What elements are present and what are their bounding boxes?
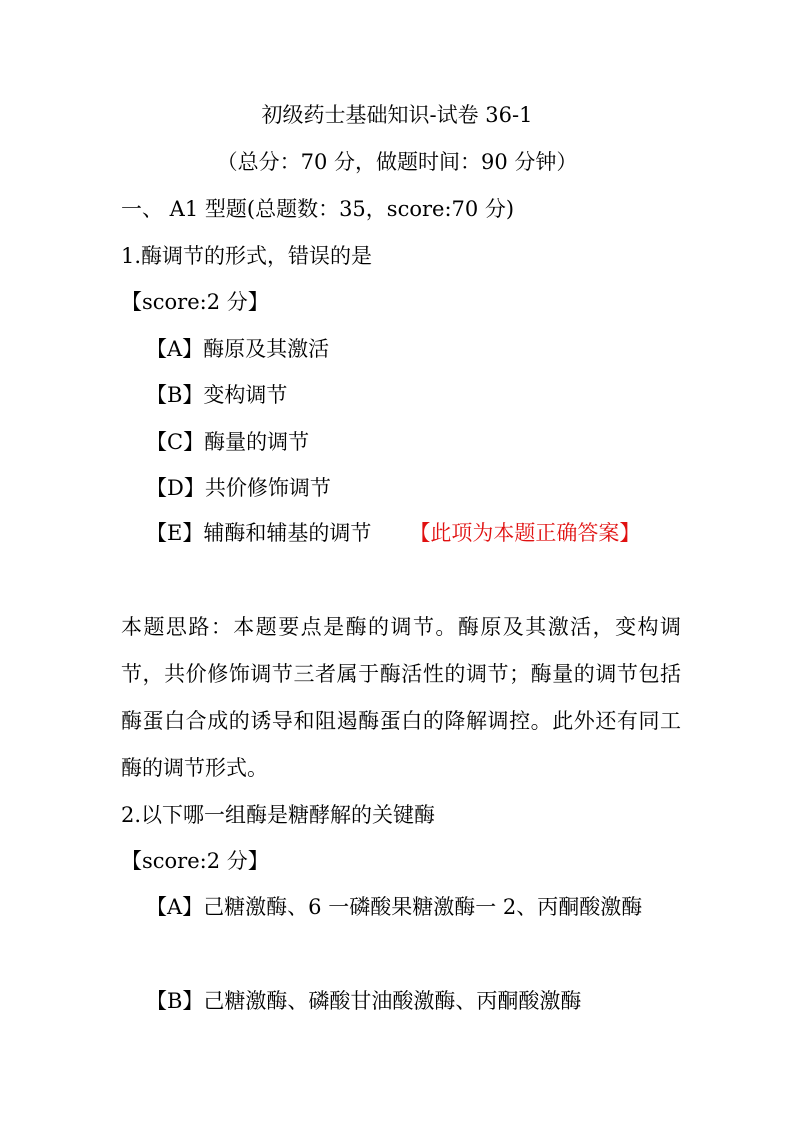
question-1-option-c: 【C】酶量的调节 (146, 430, 310, 454)
question-1-option-e-block (121, 510, 681, 557)
exam-title: 初级药士基础知识-试卷 36-1 (261, 103, 533, 127)
question-2-option-b: 【B】己糖激酶、磷酸甘油酸激酶、丙酮酸激酶 (146, 989, 582, 1013)
question-1-score: 【score:2 分】 (121, 290, 269, 314)
question-1-option-b: 【B】变构调节 (146, 383, 288, 407)
question-1-explanation: 本题思路：本题要点是酶的调节。酶原及其激活，变构调节，共价修饰调节三者属于酶活性的调节；酶量的调节包括酶蛋白合成的诱导和阻遏酶蛋白的降解调控。此外还有同工酶的调节形式。 (121, 615, 681, 780)
question-2-stem: 2.以下哪一组酶是糖酵解的关键酶 (121, 803, 436, 827)
question-1-option-a: 【A】酶原及其激活 (146, 337, 330, 361)
correct-answer-marker: 【此项为本题正确答案】 (409, 521, 641, 545)
question-1-option-d: 【D】共价修饰调节 (146, 476, 331, 500)
question-2-score: 【score:2 分】 (121, 849, 269, 873)
section-heading: 一、 A1 型题(总题数：35，score:70 分) (121, 197, 515, 221)
question-1-stem: 1.酶调节的形式，错误的是 (121, 244, 373, 268)
question-1-option-e: 【E】辅酶和辅基的调节 (146, 521, 372, 545)
question-2-option-a: 【A】己糖激酶、6 一磷酸果糖激酶一 2、丙酮酸激酶 (146, 895, 643, 919)
exam-subtitle: （总分：70 分，做题时间：90 分钟） (216, 150, 578, 174)
